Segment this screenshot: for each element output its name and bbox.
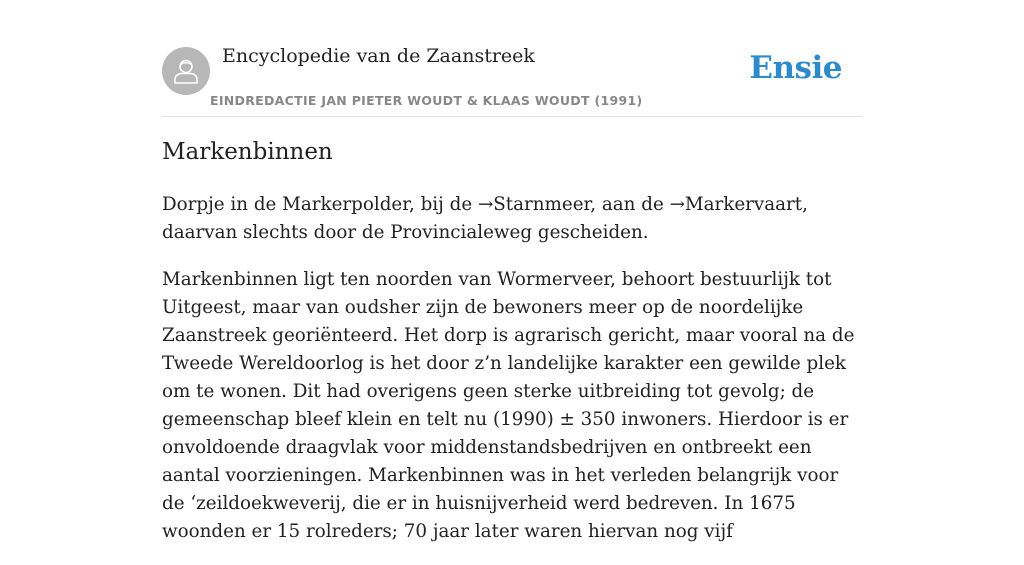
user-silhouette-icon: [171, 56, 201, 86]
xref-link-markervaart[interactable]: →Markervaart: [669, 194, 803, 215]
xref-link-starnmeer[interactable]: →Starnmeer: [477, 194, 591, 215]
paragraph-text: , daarvan slechts door de Provincialeweg gescheiden.: [162, 194, 808, 243]
source-editors: EINDREDACTIE JAN PIETER WOUDT & KLAAS WOUDT (1991): [210, 93, 643, 108]
ensie-logo[interactable]: Ensie: [749, 50, 842, 86]
source-header: [162, 0, 862, 117]
paragraph-text: Dorpje in de Markerpolder, bij de: [162, 194, 478, 215]
entry-title: Markenbinnen: [162, 139, 333, 165]
paragraph-text: , aan de: [590, 194, 670, 215]
source-title[interactable]: Encyclopedie van de Zaanstreek: [222, 45, 535, 67]
entry-paragraph-2: Markenbinnen ligt ten noorden van Wormerveer, behoort bestuurlijk tot Uitgeest, maar van oudsher zijn de bewoners meer op de noordelijke Zaanstreek georiënteerd. Het dorp is agrarisch gericht, maar vooral na de Tweede Wereldoorlog is het door z’n landelijke karakter een gewilde plek om te wonen. Dit had overigens geen sterke uitbreiding tot gevolg; de gemeenschap bleef klein en telt nu (1990) ± 350 inwoners. Hierdoor is er onvoldoende draagvlak voor middenstandsbedrijven en ontbreekt een aantal voorzieningen. Markenbinnen was in het verleden belangrijk voor de ‘zeildoekweverij, die er in huisnijverheid werd bedreven. In 1675 woonden er 15 rolreders; 70 jaar later waren hiervan nog vijf: [162, 269, 855, 542]
source-avatar[interactable]: [162, 47, 210, 95]
entry-body: [162, 191, 862, 565]
article-page: [162, 0, 862, 542]
entry-paragraph-1: [162, 191, 862, 247]
